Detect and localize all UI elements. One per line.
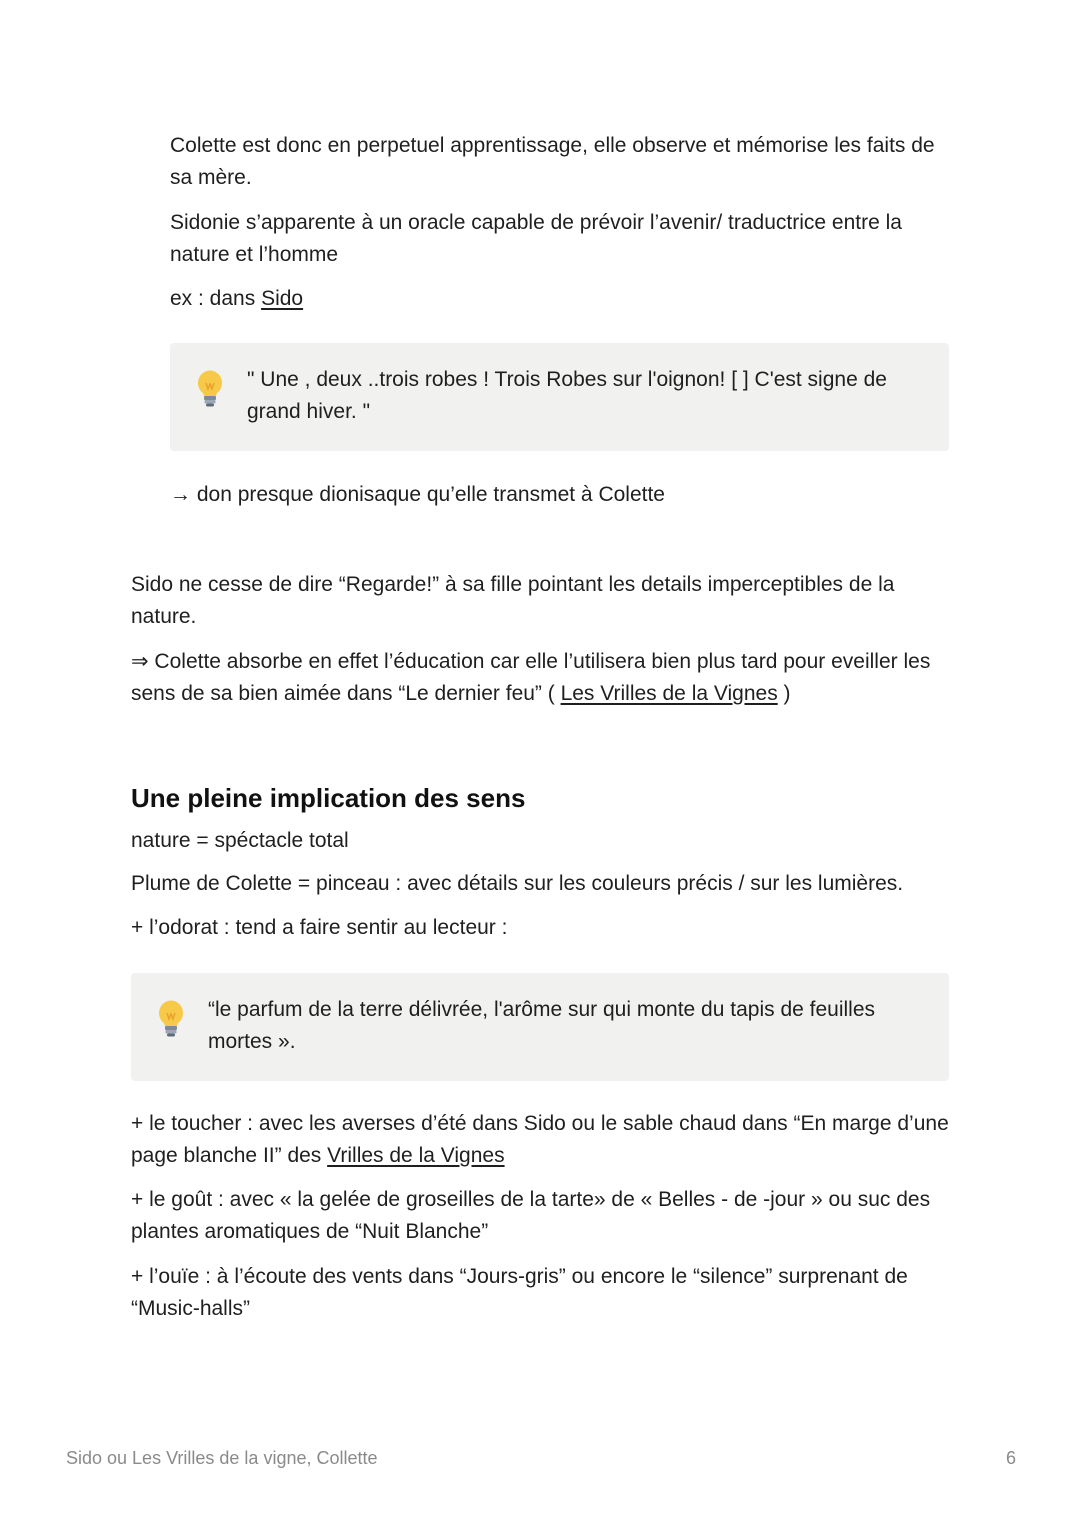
paragraph-plume: Plume de Colette = pinceau : avec détails sur les couleurs précis / sur les lumières.	[131, 872, 904, 895]
paragraph-toucher	[131, 1108, 951, 1172]
footer-page-number: 6	[1005, 1448, 1016, 1468]
paragraph-don: → don presque dionisaque qu’elle transmet à Colette	[170, 483, 665, 506]
paragraph-apprentissage: Colette est donc en perpetuel apprentissage, elle observe et mémorise les faits de sa mère.	[170, 134, 935, 189]
quote-text-oignon: " Une , deux ..trois robes ! Trois Robes sur l'oignon! [ ] C'est signe de grand hiver. "	[247, 368, 887, 423]
link-vrilles-vignes-2[interactable]: Vrilles de la Vignes	[327, 1144, 505, 1167]
example-prefix: ex : dans	[170, 287, 262, 310]
lightbulb-icon	[196, 369, 224, 409]
paragraph-oracle: Sidonie s’apparente à un oracle capable de prévoir l’avenir/ traductrice entre la nature et l’homme	[170, 211, 902, 266]
paragraph-education	[131, 646, 951, 710]
paragraph-odorat: + l’odorat : tend a faire sentir au lecteur :	[131, 916, 508, 939]
quote-callout-oignon	[170, 343, 949, 451]
toucher-text: + le toucher : avec les averses d’été dans Sido ou le sable chaud dans “En marge d’une page blanche II” des	[131, 1112, 949, 1167]
section-heading: Une pleine implication des sens	[131, 783, 526, 813]
link-vrilles-vignes[interactable]: Les Vrilles de la Vignes	[560, 682, 778, 705]
quote-text-parfum: “le parfum de la terre délivrée, l'arôme sur qui monte du tapis de feuilles mortes ».	[208, 998, 876, 1053]
education-text: ⇒ Colette absorbe en effet l’éducation car elle l’utilisera bien plus tard pour eveiller les sens de sa bien aimée dans “Le dernier feu” (	[131, 650, 931, 705]
paragraph-ouie: + l’ouïe : à l’écoute des vents dans “Jours-gris” ou encore le “silence” surprenant de “Music-halls”	[131, 1265, 908, 1320]
quote-callout-parfum	[131, 973, 949, 1081]
paragraph-regarde: Sido ne cesse de dire “Regarde!” à sa fille pointant les details imperceptibles de la nature.	[131, 573, 895, 628]
paragraph-example	[170, 283, 960, 315]
paragraph-gout: + le goût : avec « la gelée de groseilles de la tarte» de « Belles - de -jour » ou suc des plantes aromatiques de “Nuit Blanche”	[131, 1188, 931, 1243]
lightbulb-icon	[157, 999, 185, 1039]
link-sido[interactable]: Sido	[261, 287, 304, 310]
education-suffix: )	[777, 682, 791, 705]
footer-title: Sido ou Les Vrilles de la vigne, Collette	[66, 1448, 378, 1468]
paragraph-nature: nature = spéctacle total	[131, 829, 349, 852]
